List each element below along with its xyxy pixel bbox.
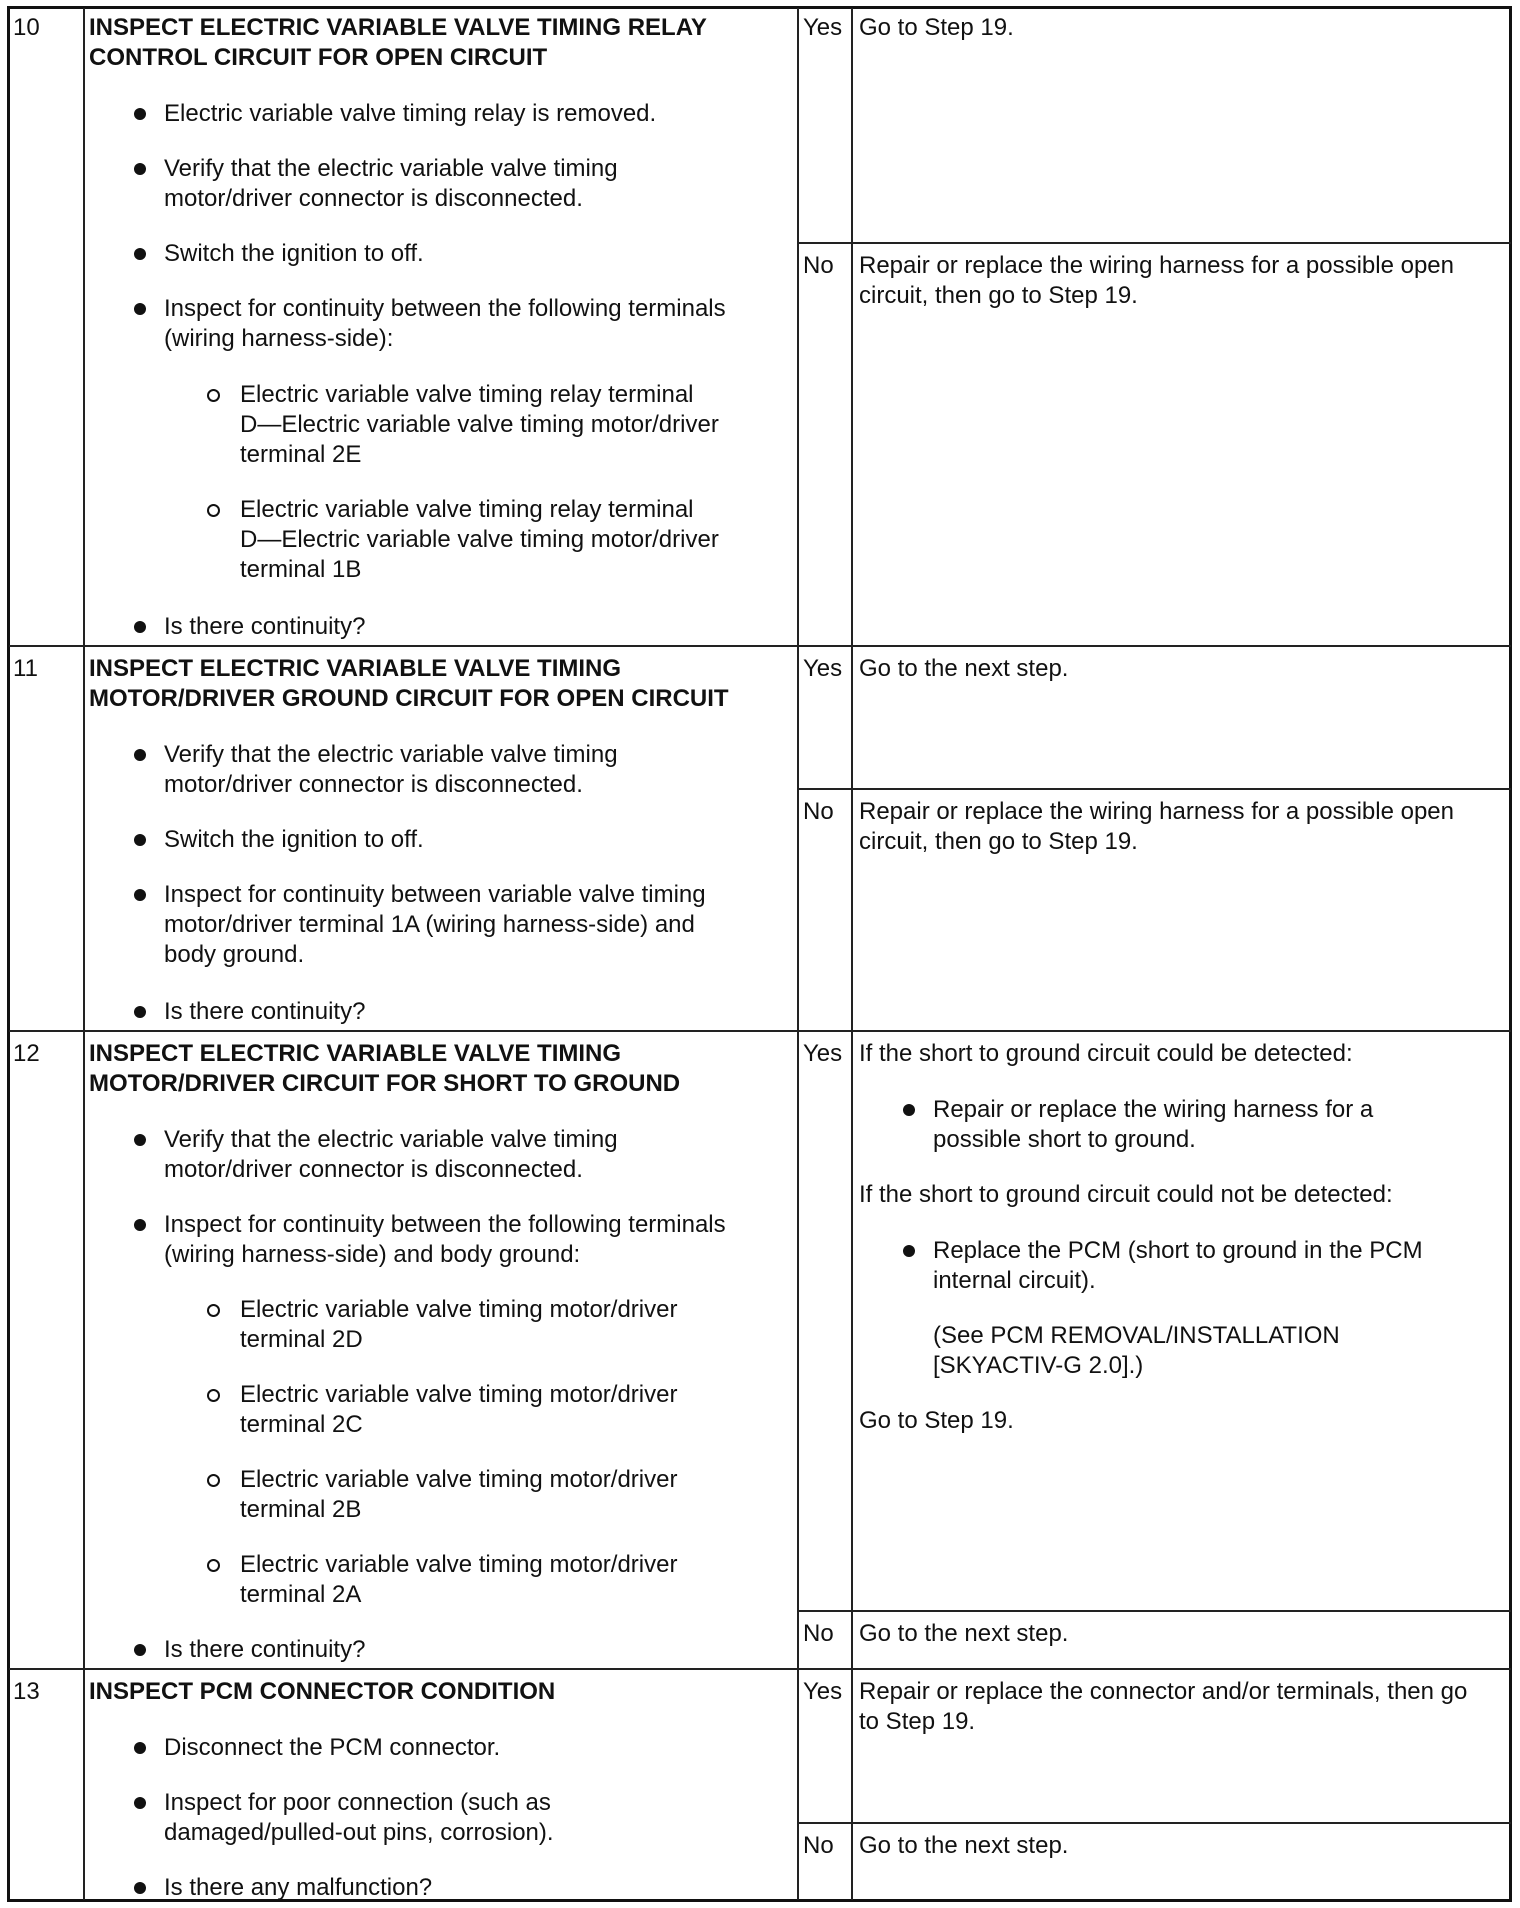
step-title: INSPECT ELECTRIC VARIABLE VALVE TIMING: [89, 655, 622, 682]
sub-bullet-icon: [207, 1559, 220, 1572]
step-title: CONTROL CIRCUIT FOR OPEN CIRCUIT: [89, 44, 548, 71]
instruction: (wiring harness-side):: [164, 325, 394, 352]
no-result: circuit, then go to Step 19.: [859, 282, 1138, 309]
instruction: Is there continuity?: [164, 1636, 366, 1663]
bullet-icon: [134, 621, 146, 633]
row-divider: [9, 1668, 1511, 1670]
no-result: Repair or replace the wiring harness for a possible open: [859, 798, 1454, 825]
sub-instruction: Electric variable valve timing relay terminal: [240, 496, 694, 523]
reference-link[interactable]: (See PCM REMOVAL/INSTALLATION: [933, 1322, 1340, 1349]
bullet-icon: [134, 1644, 146, 1656]
instruction: Inspect for continuity between variable valve timing: [164, 881, 706, 908]
bullet-icon: [134, 749, 146, 761]
sub-instruction: Electric variable valve timing motor/driver: [240, 1381, 678, 1408]
no-label: No: [803, 798, 834, 825]
instruction: Verify that the electric variable valve timing: [164, 155, 618, 182]
sub-instruction: D—Electric variable valve timing motor/driver: [240, 526, 719, 553]
sub-bullet-icon: [207, 1389, 220, 1402]
sub-bullet-icon: [207, 389, 220, 402]
instruction: motor/driver connector is disconnected.: [164, 1156, 583, 1183]
instruction: damaged/pulled-out pins, corrosion).: [164, 1819, 554, 1846]
yes-result: possible short to ground.: [933, 1126, 1196, 1153]
sub-instruction: terminal 2C: [240, 1411, 363, 1438]
bullet-icon: [134, 163, 146, 175]
instruction: Is there continuity?: [164, 613, 366, 640]
step-title: INSPECT ELECTRIC VARIABLE VALVE TIMING RELAY: [89, 14, 707, 41]
sub-instruction: terminal 2B: [240, 1496, 362, 1523]
bullet-icon: [134, 248, 146, 260]
bullet-icon: [134, 1742, 146, 1754]
yes-label: Yes: [803, 1040, 843, 1067]
step-title: INSPECT PCM CONNECTOR CONDITION: [89, 1678, 556, 1705]
yes-label: Yes: [803, 1678, 843, 1705]
bullet-icon: [134, 303, 146, 315]
sub-instruction: terminal 2D: [240, 1326, 363, 1353]
instruction: body ground.: [164, 941, 305, 968]
yes-result: Go to the next step.: [859, 655, 1069, 682]
bullet-icon: [903, 1104, 915, 1116]
yes-result: internal circuit).: [933, 1267, 1096, 1294]
bullet-icon: [134, 1219, 146, 1231]
yes-result: Go to Step 19.: [859, 14, 1014, 41]
step-number: 12: [13, 1040, 40, 1067]
no-label: No: [803, 1620, 834, 1647]
yes-result: to Step 19.: [859, 1708, 976, 1735]
bullet-icon: [134, 1134, 146, 1146]
row-divider: [9, 645, 1511, 647]
no-label: No: [803, 252, 834, 279]
yes-result: Repair or replace the connector and/or terminals, then go: [859, 1678, 1468, 1705]
yes-label: Yes: [803, 655, 843, 682]
instruction: (wiring harness-side) and body ground:: [164, 1241, 581, 1268]
yes-result: Replace the PCM (short to ground in the PCM: [933, 1237, 1423, 1264]
step-number: 13: [13, 1678, 40, 1705]
instruction: Is there continuity?: [164, 998, 366, 1025]
yes-no-divider: [797, 1610, 1511, 1612]
sub-instruction: Electric variable valve timing motor/driver: [240, 1466, 678, 1493]
bullet-icon: [134, 108, 146, 120]
instruction: motor/driver connector is disconnected.: [164, 771, 583, 798]
sub-bullet-icon: [207, 504, 220, 517]
bullet-icon: [134, 834, 146, 846]
yes-no-divider: [797, 1822, 1511, 1824]
instruction: Inspect for continuity between the following terminals: [164, 1211, 726, 1238]
sub-bullet-icon: [207, 1474, 220, 1487]
instruction: Inspect for continuity between the following terminals: [164, 295, 726, 322]
instruction: Verify that the electric variable valve timing: [164, 741, 618, 768]
no-result: Go to the next step.: [859, 1620, 1069, 1647]
instruction: Disconnect the PCM connector.: [164, 1734, 501, 1761]
sub-instruction: terminal 1B: [240, 556, 362, 583]
instruction: Switch the ignition to off.: [164, 826, 424, 853]
row-divider: [9, 1030, 1511, 1032]
sub-instruction: Electric variable valve timing motor/driver: [240, 1296, 678, 1323]
yes-result: Go to Step 19.: [859, 1407, 1014, 1434]
instruction: motor/driver terminal 1A (wiring harness-side) and: [164, 911, 695, 938]
instruction: Switch the ignition to off.: [164, 240, 424, 267]
sub-bullet-icon: [207, 1304, 220, 1317]
yes-result: Repair or replace the wiring harness for a: [933, 1096, 1374, 1123]
no-result: circuit, then go to Step 19.: [859, 828, 1138, 855]
bullet-icon: [903, 1245, 915, 1257]
instruction: Verify that the electric variable valve timing: [164, 1126, 618, 1153]
column-divider-step: [83, 8, 85, 1900]
instruction: Electric variable valve timing relay is removed.: [164, 100, 657, 127]
step-number: 10: [13, 14, 40, 41]
yes-condition: If the short to ground circuit could be detected:: [859, 1040, 1353, 1067]
bullet-icon: [134, 1797, 146, 1809]
yes-label: Yes: [803, 14, 843, 41]
yes-no-divider: [797, 242, 1511, 244]
instruction: Inspect for poor connection (such as: [164, 1789, 551, 1816]
sub-instruction: Electric variable valve timing relay terminal: [240, 381, 694, 408]
step-number: 11: [13, 655, 38, 682]
sub-instruction: terminal 2A: [240, 1581, 362, 1608]
column-divider-action: [797, 8, 799, 1900]
instruction: Is there any malfunction?: [164, 1874, 433, 1901]
sub-instruction: terminal 2E: [240, 441, 362, 468]
no-result: Go to the next step.: [859, 1832, 1069, 1859]
bullet-icon: [134, 889, 146, 901]
instruction: motor/driver connector is disconnected.: [164, 185, 583, 212]
column-divider-result: [851, 8, 853, 1900]
yes-condition: If the short to ground circuit could not be detected:: [859, 1181, 1393, 1208]
bullet-icon: [134, 1882, 146, 1894]
reference-link[interactable]: [SKYACTIV-G 2.0].): [933, 1352, 1144, 1379]
yes-no-divider: [797, 788, 1511, 790]
step-title: MOTOR/DRIVER GROUND CIRCUIT FOR OPEN CIRCUIT: [89, 685, 729, 712]
sub-instruction: D—Electric variable valve timing motor/driver: [240, 411, 719, 438]
sub-instruction: Electric variable valve timing motor/driver: [240, 1551, 678, 1578]
bullet-icon: [134, 1006, 146, 1018]
step-title: MOTOR/DRIVER CIRCUIT FOR SHORT TO GROUND: [89, 1070, 681, 1097]
no-label: No: [803, 1832, 834, 1859]
no-result: Repair or replace the wiring harness for a possible open: [859, 252, 1454, 279]
step-title: INSPECT ELECTRIC VARIABLE VALVE TIMING: [89, 1040, 622, 1067]
